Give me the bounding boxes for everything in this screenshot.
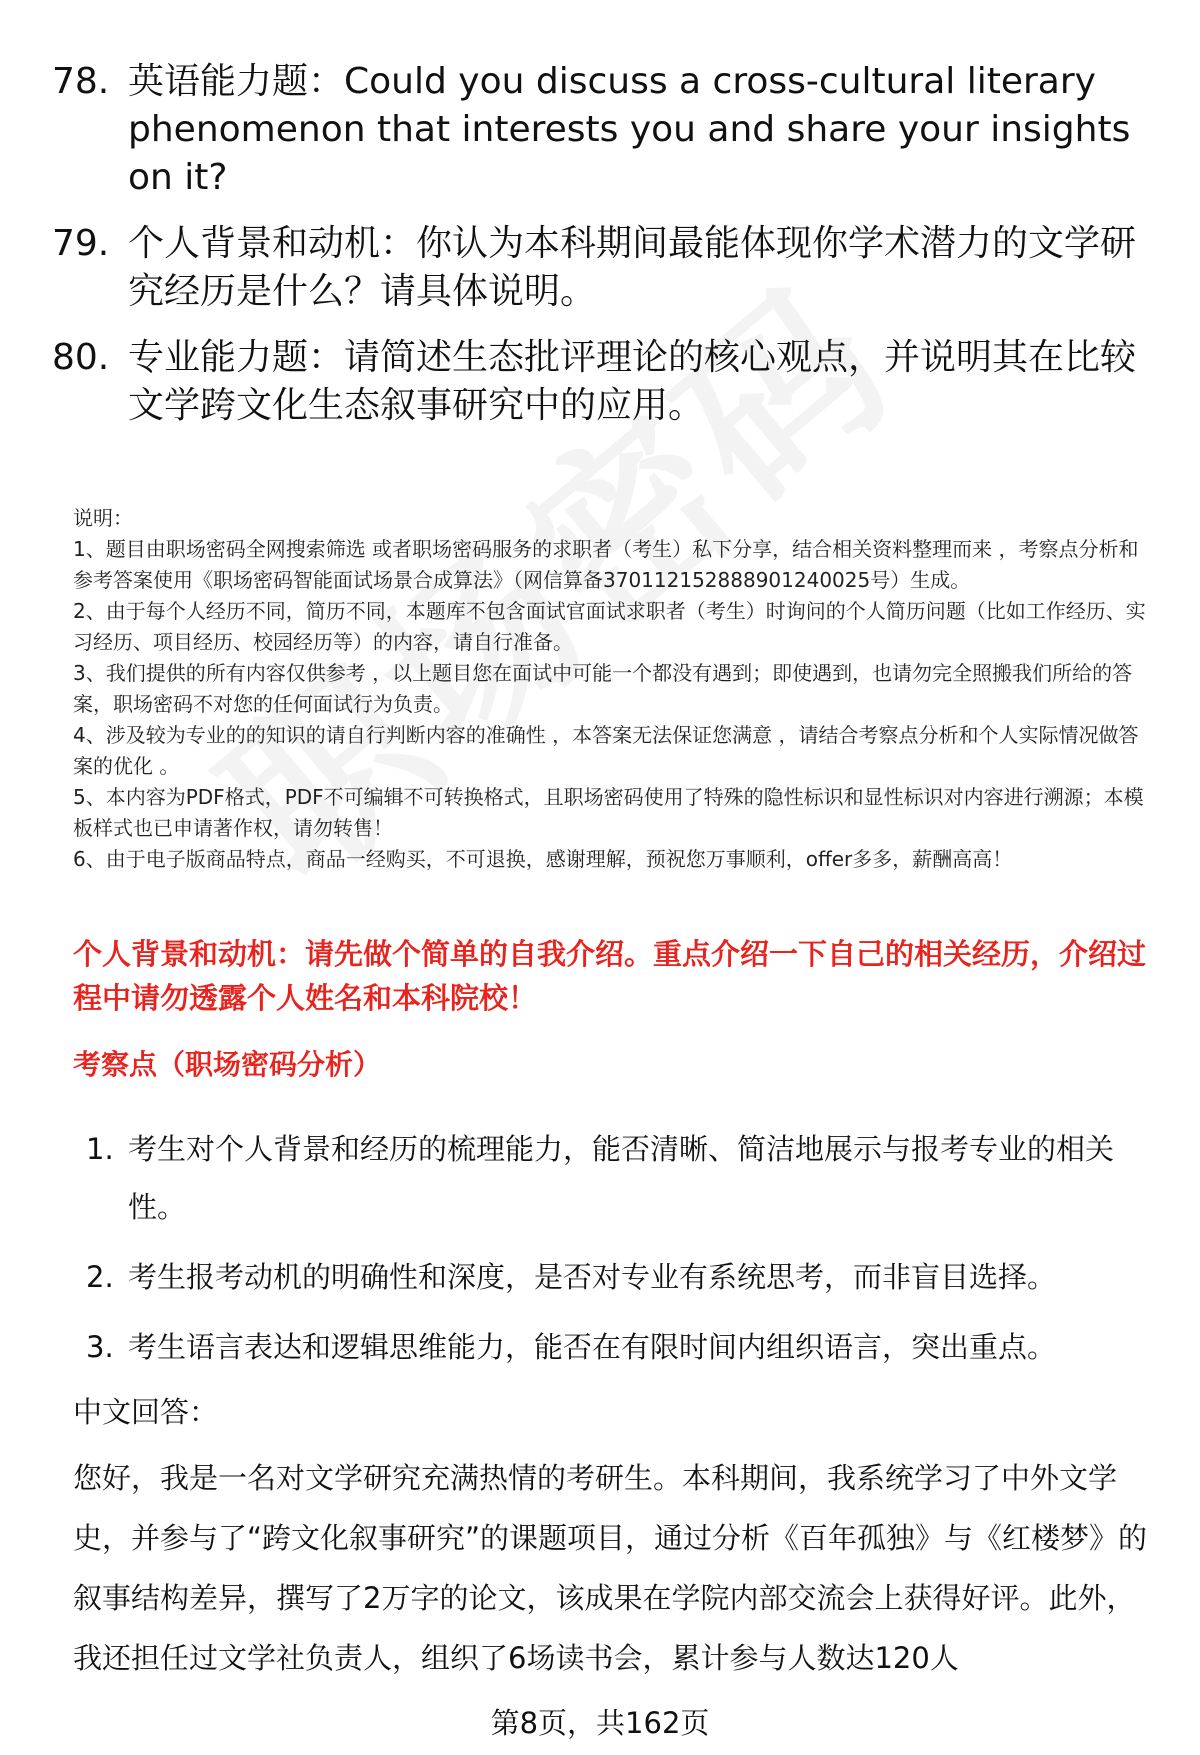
question-item <box>52 220 1152 316</box>
point-text: 考生报考动机的明确性和深度，是否对专业有系统思考，而非盲目选择。 <box>128 1260 1057 1294</box>
question-list <box>52 58 1152 448</box>
note-item: 1、题目由职场密码全网搜索筛选 或者职场密码服务的求职者（考生）私下分享，结合相关资料整理而来 ，考察点分析和参考答案使用《职场密码智能面试场景合成算法》（网信算备370112152888901240025号）生成。 <box>73 537 1139 592</box>
question-number: 80. <box>52 337 110 378</box>
notes-title: 说明： <box>73 506 133 530</box>
question-number: 78. <box>52 61 110 102</box>
note-item: 2、由于每个人经历不同，简历不同，本题库不包含面试官面试求职者（考生）时询问的个人简历问题（比如工作经历、实习经历、项目经历、校园经历等）的内容，请自行准备。 <box>73 599 1146 654</box>
answer-text: 您好，我是一名对文学研究充满热情的考研生。本科期间，我系统学习了中外文学史，并参与了“跨文化叙事研究”的课题项目，通过分析《百年孤独》与《红楼梦》的叙事结构差异，撰写了2万字的论文，该成果在学院内部交流会上获得好评。此外，我还担任过文学社负责人，组织了6场读书会，累计参与人数达120人 <box>73 1461 1148 1675</box>
question-number: 79. <box>52 223 110 264</box>
question-text: 专业能力题：请简述生态批评理论的核心观点，并说明其在比较文学跨文化生态叙事研究中的应用。 <box>128 337 1137 426</box>
analysis-point <box>86 1248 1156 1306</box>
analysis-point <box>86 1318 1156 1376</box>
point-number: 3. <box>86 1330 114 1364</box>
note-item: 6、由于电子版商品特点，商品一经购买，不可退换，感谢理解，预祝您万事顺利，offer多多，薪酬高高！ <box>73 847 1013 871</box>
analysis-title: 考察点（职场密码分析） <box>73 1048 382 1081</box>
point-number: 2. <box>86 1260 114 1294</box>
note-item: 5、本内容为PDF格式，PDF不可编辑不可转换格式，且职场密码使用了特殊的隐性标识和显性标识对内容进行溯源；本模板样式也已申请著作权，请勿转售！ <box>73 785 1144 840</box>
note-item: 4、涉及较为专业的的知识的请自行判断内容的准确性 ，本答案无法保证您满意 ，请结合考察点分析和个人实际情况做答案的优化 。 <box>73 723 1139 778</box>
point-text: 考生对个人背景和经历的梳理能力，能否清晰、简洁地展示与报考专业的相关性。 <box>128 1132 1115 1224</box>
note-item: 3、我们提供的所有内容仅供参考 ，以上题目您在面试中可能一个都没有遇到；即使遇到，也请勿完全照搬我们所给的答案，职场密码不对您的任何面试行为负责。 <box>73 661 1133 716</box>
featured-question: 个人背景和动机：请先做个简单的自我介绍。重点介绍一下自己的相关经历，介绍过程中请勿透露个人姓名和本科院校！ <box>73 937 1147 1015</box>
question-item <box>52 58 1152 202</box>
question-text: 个人背景和动机：你认为本科期间最能体现你学术潜力的文学研究经历是什么？请具体说明。 <box>128 223 1137 312</box>
question-item <box>52 334 1152 430</box>
page-footer: 第8页，共162页 <box>490 1706 710 1740</box>
analysis-points <box>86 1120 1156 1388</box>
question-text: 英语能力题：Could you discuss a cross-cultural literary phenomenon that interests you and share your insights on it? <box>128 61 1131 198</box>
answer-label: 中文回答： <box>73 1395 219 1429</box>
notes-section <box>73 503 1158 875</box>
point-number: 1. <box>86 1132 114 1166</box>
point-text: 考生语言表达和逻辑思维能力，能否在有限时间内组织语言，突出重点。 <box>128 1330 1057 1364</box>
analysis-point <box>86 1120 1156 1236</box>
